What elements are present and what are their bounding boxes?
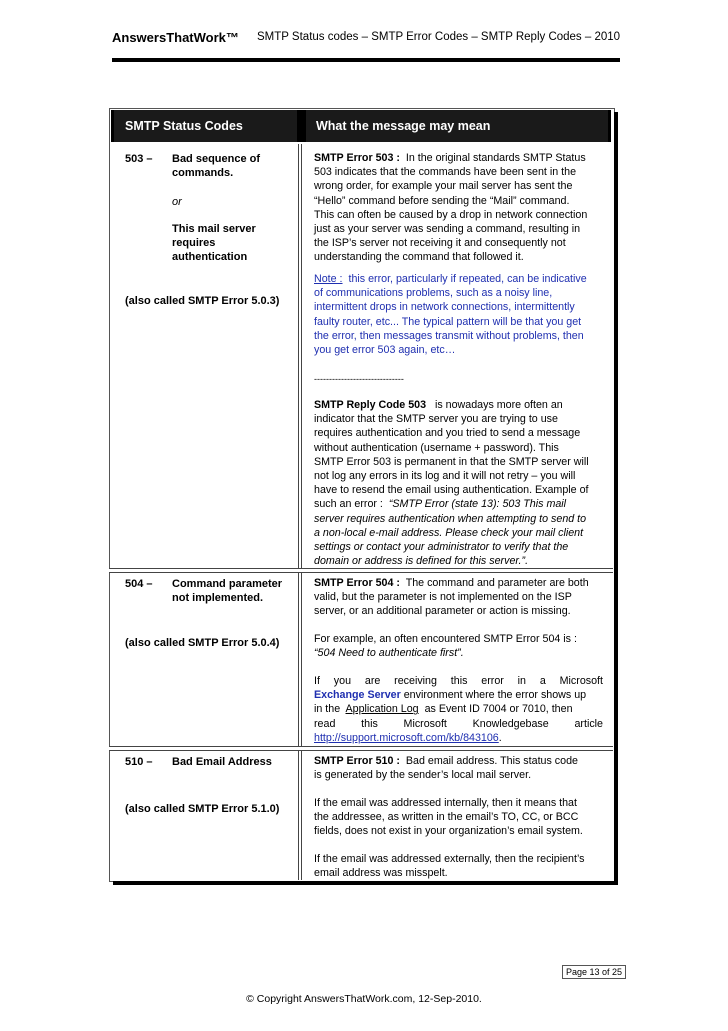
smtp-codes-table: [109, 108, 619, 886]
also-called-label: (also called SMTP Error 5.1.0): [125, 803, 280, 815]
status-description: authentication: [172, 251, 248, 263]
status-description: requires: [172, 237, 216, 249]
status-code: 503 –: [125, 153, 153, 165]
error-504-paragraph: SMTP Error 504 : The command and parameter are both valid, but the parameter is not implemented on the ISP server, or an additional parameter or action is missing.: [314, 577, 589, 618]
or-label: or: [172, 196, 182, 208]
table-header: [111, 110, 611, 142]
col-header-status-codes: SMTP Status Codes: [125, 119, 243, 133]
page-header: [112, 30, 620, 50]
status-description: commands.: [172, 167, 234, 179]
also-called-label: (also called SMTP Error 5.0.4): [125, 637, 280, 649]
knowledgebase-link[interactable]: http://support.microsoft.com/kb/843106: [314, 731, 499, 744]
col-header-meaning: What the message may mean: [316, 119, 491, 133]
status-description: Command parameter: [172, 578, 283, 590]
page-number: Page 13 of 25: [562, 965, 626, 979]
status-code: 504 –: [125, 578, 153, 590]
status-description: This mail server: [172, 223, 256, 235]
column-divider: [301, 144, 302, 880]
row-divider: [109, 568, 613, 573]
error-503-note: Note : this error, particularly if repeated, can be indicative of communications problems, such as a noisy line, intermittent drops in network connections, intermittently faulty router, etc... The typical pattern will be that you get the error, then messages transmit without problems, then you get error 503 again, etc…: [314, 273, 587, 357]
row-divider: [109, 746, 613, 751]
divider-dashes: ------------------------------: [314, 374, 404, 384]
brand-name: AnswersThatWork™: [112, 30, 239, 45]
error-504-example: For example, an often encountered SMTP Error 504 is : “504 Need to authenticate first”.: [314, 633, 577, 660]
header-rule: [112, 58, 620, 62]
status-description: Bad Email Address: [172, 756, 272, 768]
table-shadow-bottom: [113, 881, 618, 885]
error-510-external: If the email was addressed externally, then the recipient’s email address was misspelt.: [314, 853, 585, 880]
exchange-server-link[interactable]: Exchange Server: [314, 689, 401, 702]
table-shadow-right: [614, 112, 618, 885]
reply-503-paragraph: SMTP Reply Code 503 is nowadays more often an indicator that the SMTP server you are trying to use requires authentication and you tried to send a message without authentication (username + password). This SMTP Error 503 is permanent in that the SMTP server will not log any errors in its log and it will not retry – you will have to resend the email using authentication. Example of such an error : “SMTP Error (state 13): 503 This mail server requires authentication when attempting to send to a non-local e-mail address. Please check your mail client settings or contact your administrator to verify that the domain or address is defined for this server.”.: [314, 399, 589, 568]
application-log-link[interactable]: Application Log: [345, 703, 419, 716]
error-510-internal: If the email was addressed internally, then it means that the addressee, as written in the email’s TO, CC, or BCC fields, does not exist in your organization’s email system.: [314, 797, 583, 838]
error-504-exchange-paragraph: If you are receiving this error in a Microsoft Exchange Server environment where the error shows up in the Application Log as Event ID 7004 or 7010, then read this Microsoft Knowledgebase article http://support.microsoft.com/kb/843106.: [314, 675, 603, 744]
note-label: Note :: [314, 273, 343, 285]
document-title: SMTP Status codes – SMTP Error Codes – SMTP Reply Codes – 2010: [257, 31, 621, 43]
also-called-label: (also called SMTP Error 5.0.3): [125, 295, 280, 307]
column-divider: [298, 144, 299, 880]
status-description: not implemented.: [172, 592, 264, 604]
error-510-paragraph: SMTP Error 510 : Bad email address. This status code is generated by the sender’s local mail server.: [314, 755, 578, 782]
status-code: 510 –: [125, 756, 153, 768]
error-503-paragraph: SMTP Error 503 : In the original standards SMTP Status 503 indicates that the commands have been sent in the wrong order, for example your mail server has sent the “Hello” command before sending the “Mail” command. This can often be caused by a drop in network connection just as your server was sending a command, resulting in the ISP’s server not receiving it and consequently not understanding the command that followed it.: [314, 152, 588, 264]
status-description: Bad sequence of: [172, 153, 261, 165]
copyright-footer: © Copyright AnswersThatWork.com, 12-Sep-2010.: [246, 993, 482, 1005]
